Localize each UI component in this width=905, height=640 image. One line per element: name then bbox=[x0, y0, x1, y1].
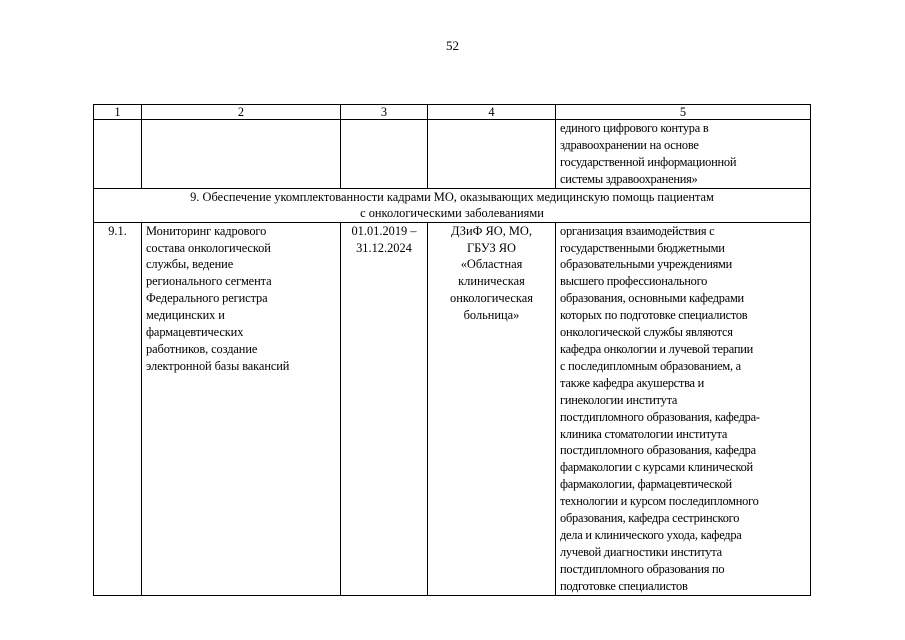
section-row bbox=[94, 188, 811, 222]
result-line: подготовке специалистов bbox=[560, 578, 688, 593]
task-cell bbox=[142, 222, 341, 595]
result-line: фармакологии, фармацевтической bbox=[560, 477, 732, 492]
header-col-2: 2 bbox=[142, 105, 341, 120]
task-line: медицинских и bbox=[146, 308, 225, 323]
result-line: которых по подготовке специалистов bbox=[560, 308, 748, 323]
result-line: также кафедра акушерства и bbox=[560, 375, 704, 390]
continuation-result-line: единого цифрового контура в bbox=[560, 121, 709, 135]
result-line: постдипломного образования по bbox=[560, 561, 725, 576]
table-row-9-1 bbox=[94, 222, 811, 595]
executor-cell bbox=[428, 222, 556, 595]
executor-line: ДЗиФ ЯО, МО, bbox=[451, 223, 532, 238]
section-heading bbox=[94, 188, 811, 222]
result-line: гинекологии института bbox=[560, 392, 678, 407]
result-line: государственными бюджетными bbox=[560, 240, 725, 255]
header-col-5: 5 bbox=[556, 105, 811, 120]
result-line: образования, кафедра сестринского bbox=[560, 511, 740, 526]
result-line: высшего профессионального bbox=[560, 274, 708, 289]
period-line: 01.01.2019 – bbox=[351, 223, 417, 238]
executor-line: больница» bbox=[463, 308, 520, 323]
task-line: состава онкологической bbox=[146, 240, 271, 255]
task-line: электронной базы вакансий bbox=[146, 358, 290, 373]
executor-line: клиническая bbox=[458, 274, 525, 289]
continuation-cell-3 bbox=[341, 120, 428, 189]
continuation-result-cell bbox=[556, 120, 811, 189]
executor-line: онкологическая bbox=[450, 291, 533, 306]
result-line: организация взаимодействия с bbox=[560, 223, 715, 238]
result-line: технологии и курсом последипломного bbox=[560, 494, 759, 509]
result-line: постдипломного образования, кафедра bbox=[560, 443, 756, 458]
result-line: образования, основными кафедрами bbox=[560, 291, 744, 306]
result-line: с последипломным образованием, а bbox=[560, 358, 741, 373]
result-cell bbox=[556, 222, 811, 595]
section-heading-line: с онкологическими заболеваниями bbox=[360, 206, 544, 221]
task-line: работников, создание bbox=[146, 341, 258, 356]
row-number: 9.1. bbox=[94, 222, 142, 595]
continuation-cell-1 bbox=[94, 120, 142, 189]
result-line: фармакологии с курсами клинической bbox=[560, 460, 753, 475]
result-line: лучевой диагностики института bbox=[560, 544, 722, 559]
result-line: онкологической службы являются bbox=[560, 325, 733, 340]
result-line: клиника стоматологии института bbox=[560, 426, 728, 441]
continuation-result-line: государственной информационной bbox=[560, 154, 737, 169]
task-line: Федерального регистра bbox=[146, 291, 268, 306]
task-line: регионального сегмента bbox=[146, 274, 272, 289]
section-heading-line: 9. Обеспечение укомплектованности кадрами МО, оказывающих медицинскую помощь пациентам bbox=[190, 189, 714, 204]
continuation-cell-2 bbox=[142, 120, 341, 189]
result-line: дела и клинического ухода, кафедра bbox=[560, 527, 742, 542]
executor-line: ГБУЗ ЯО bbox=[467, 240, 516, 255]
period-line: 31.12.2024 bbox=[356, 240, 412, 255]
continuation-cell-4 bbox=[428, 120, 556, 189]
plan-table bbox=[93, 104, 811, 596]
task-line: службы, ведение bbox=[146, 257, 234, 272]
executor-line: «Областная bbox=[460, 257, 523, 272]
result-line: кафедра онкологии и лучевой терапии bbox=[560, 341, 753, 356]
continuation-result-line: системы здравоохранения» bbox=[560, 171, 698, 186]
header-col-1: 1 bbox=[94, 105, 142, 120]
page-number: 52 bbox=[446, 38, 459, 53]
task-line: фармацевтических bbox=[146, 325, 244, 340]
task-line: Мониторинг кадрового bbox=[146, 223, 267, 238]
header-row bbox=[94, 105, 811, 120]
header-col-4: 4 bbox=[428, 105, 556, 120]
continuation-result-line: здравоохранении на основе bbox=[560, 137, 699, 152]
result-line: постдипломного образования, кафедра- bbox=[560, 409, 760, 424]
continuation-row bbox=[94, 120, 811, 189]
period-cell bbox=[341, 222, 428, 595]
result-line: образовательными учреждениями bbox=[560, 257, 733, 272]
header-col-3: 3 bbox=[341, 105, 428, 120]
